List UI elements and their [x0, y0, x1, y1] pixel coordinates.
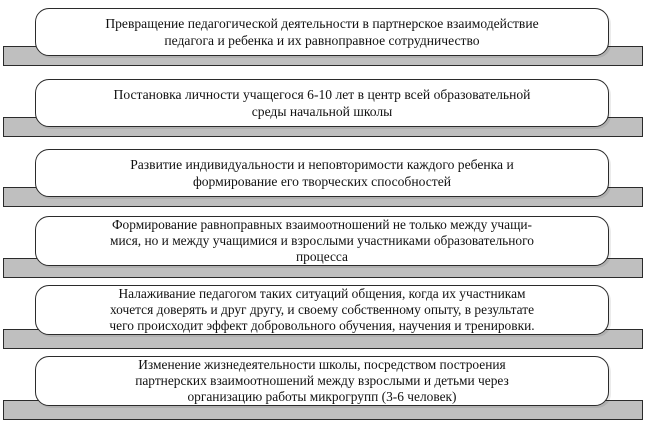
band-6 [3, 356, 643, 420]
band-4 [3, 216, 643, 278]
band-text: Постановка личности учащегося 6-10 лет в центр всей образовательной среды начальной школы [113, 87, 531, 119]
band-text: Формирование равноправных взаимоотношений не только между учащи- мися, но и между учащимися и взрослыми участниками образовательного процесса [110, 217, 534, 264]
band-text: Налаживание педагогом таких ситуаций общения, когда их участникам хочется доверять и друг другу, и своему собственному опыту, в результате чего происходит эффект добровольного обучения, научения и тренировки. [109, 286, 535, 333]
band-box [35, 356, 609, 406]
band-box [35, 79, 609, 127]
band-box [35, 8, 609, 56]
band-text: Развитие индивидуальности и неповторимости каждого ребенка и формирование его творческих способностей [130, 157, 514, 189]
band-5 [3, 285, 643, 349]
band-box [35, 216, 609, 266]
band-1 [3, 8, 643, 66]
band-box [35, 149, 609, 197]
band-3 [3, 149, 643, 207]
band-2 [3, 79, 643, 137]
band-text: Превращение педагогической деятельности в партнерское взаимодействие педагога и ребенка и их равноправное сотрудничество [105, 16, 539, 48]
band-box [35, 285, 609, 335]
band-text: Изменение жизнедеятельности школы, посредством построения партнерских взаимоотношений между взрослыми и детьми через организацию работы микрогрупп (3-6 человек) [135, 357, 509, 404]
